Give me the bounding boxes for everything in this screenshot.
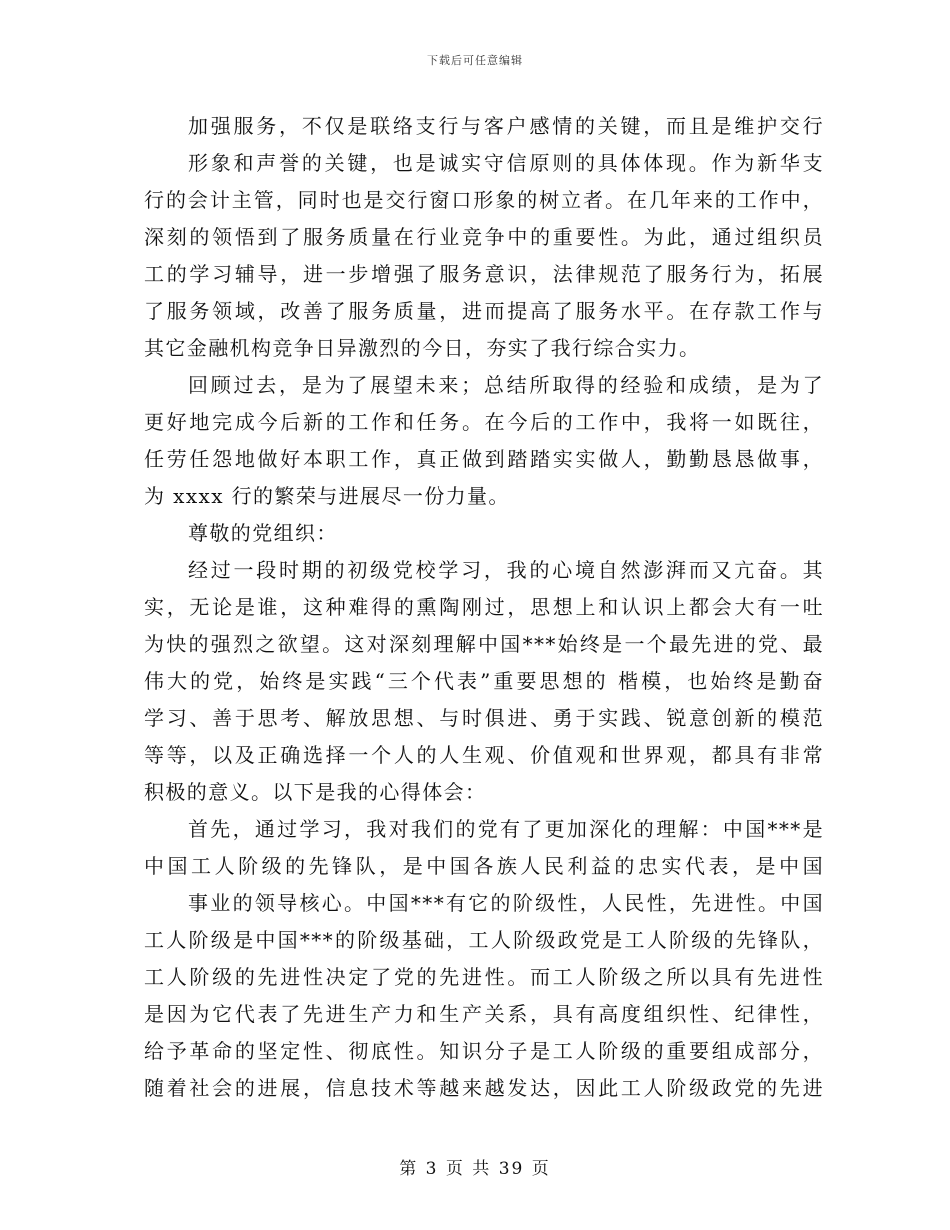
text-line: 回顾过去，是为了展望未来；总结所取得的经验和成绩，是为了 xyxy=(188,373,824,397)
text-line: 形象和声誉的关键，也是诚实守信原则的具体体现。作为新华支 xyxy=(188,151,824,175)
page-label-suffix: 页 xyxy=(531,1159,551,1179)
text-line: 首先，通过学习，我对我们的党有了更加深化的理解：中国***是 xyxy=(188,817,824,841)
text-line: 工的学习辅导，进一步增强了服务意识，法律规范了服务行为，拓展 xyxy=(144,262,824,286)
text-line: 为 xxxx 行的繁荣与进展尽一份力量。 xyxy=(144,484,510,508)
text-line: 等等，以及正确选择一个人的人生观、价值观和世界观，都具有非常 xyxy=(144,743,824,767)
text-line: 深刻的领悟到了服务质量在行业竞争中的重要性。为此，通过组织员 xyxy=(144,225,824,249)
text-line: 实，无论是谁，这种难得的熏陶刚过，思想上和认识上都会大有一吐 xyxy=(144,595,824,619)
page-label-middle: 页 共 xyxy=(445,1159,492,1179)
page-footer xyxy=(0,1154,950,1179)
page-header: 下载后可任意编辑 xyxy=(427,54,523,67)
text-line: 加强服务，不仅是联络支行与客户感情的关键，而且是维护交行 xyxy=(188,114,824,138)
text-line: 尊敬的党组织： xyxy=(188,521,338,545)
text-line: 工人阶级的先进性决定了党的先进性。而工人阶级之所以具有先进性 xyxy=(144,965,824,989)
document-body xyxy=(144,108,824,1107)
text-line: 积极的意义。以下是我的心得体会： xyxy=(144,780,487,804)
text-line: 是因为它代表了先进生产力和生产关系，具有高度组织性、纪律性， xyxy=(144,1002,824,1026)
text-line: 经过一段时期的初级党校学习，我的心境自然澎湃而又亢奋。其 xyxy=(188,558,824,582)
text-line: 行的会计主管，同时也是交行窗口形象的树立者。在几年来的工作中， xyxy=(144,188,824,212)
text-line: 其它金融机构竞争日异激烈的今日，夯实了我行综合实力。 xyxy=(144,336,701,360)
text-line: 伟大的党，始终是实践“三个代表”重要思想的 楷模，也始终是勤奋 xyxy=(144,669,824,693)
text-line: 事业的领导核心。中国***有它的阶级性，人民性，先进性。中国 xyxy=(188,891,824,915)
text-line: 为快的强烈之欲望。这对深刻理解中国***始终是一个最先进的党、最 xyxy=(144,632,824,656)
text-line: 任劳任怨地做好本职工作，真正做到踏踏实实做人，勤勤恳恳做事， xyxy=(144,447,824,471)
text-line: 更好地完成今后新的工作和任务。在今后的工作中，我将一如既往， xyxy=(144,410,824,434)
text-line: 给予革命的坚定性、彻底性。知识分子是工人阶级的重要组成部分， xyxy=(144,1039,824,1063)
text-line: 了服务领域，改善了服务质量，进而提高了服务水平。在存款工作与 xyxy=(144,299,824,323)
current-page-number: 3 xyxy=(425,1159,439,1179)
text-line: 学习、善于思考、解放思想、与时俱进、勇于实践、锐意创新的模范 xyxy=(144,706,824,730)
total-page-count: 39 xyxy=(498,1159,525,1179)
text-line: 随着社会的进展，信息技术等越来越发达，因此工人阶级政党的先进 xyxy=(144,1076,824,1100)
text-line: 中国工人阶级的先锋队，是中国各族人民利益的忠实代表，是中国 xyxy=(144,854,824,878)
text-line: 工人阶级是中国***的阶级基础，工人阶级政党是工人阶级的先锋队， xyxy=(144,928,824,952)
page-label-prefix: 第 xyxy=(399,1159,419,1179)
